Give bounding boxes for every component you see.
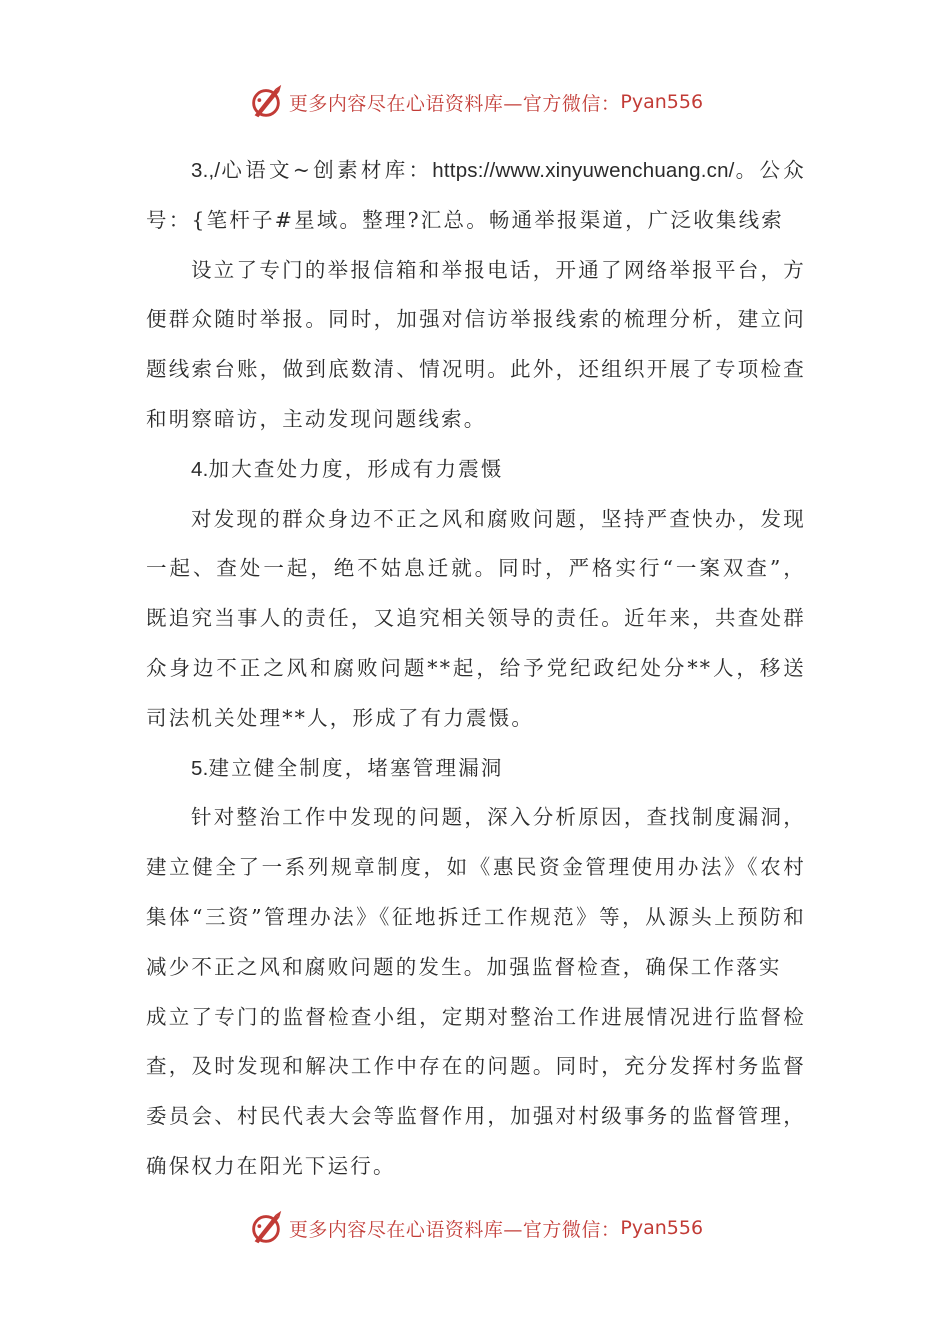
heading-4-text: 加大查处力度，形成有力震慑: [208, 456, 504, 481]
quill-logo-icon: [247, 83, 285, 121]
heading-5: [146, 744, 806, 794]
footer-banner-text: 更多内容尽在心语资料库—官方微信：: [288, 1218, 621, 1241]
quill-logo-icon: [247, 1209, 285, 1247]
paragraph-3: [146, 146, 806, 246]
p1-rest: 。公众号：{笔杆子#星域。整理?汇总。畅通举报渠道，广泛收集线索: [146, 158, 806, 232]
heading-5-number: 5.: [191, 756, 209, 780]
p1-mid: 心语文~创素材库：: [220, 158, 433, 182]
p1-url: https://www.xinyuwenchuang.cn/: [432, 159, 735, 182]
header-wechat-id: Pyan556: [620, 91, 704, 113]
paragraph-report-channels: 设立了专门的举报信箱和举报电话，开通了网络举报平台，方便群众随时举报。同时，加强对信访举报线索的梳理分析，建立问题线索台账，做到底数清、情况明。此外，还组织开展了专项检查和明察暗访，主动发现问题线索。: [146, 257, 806, 431]
heading-5-text: 建立健全制度，堵塞管理漏洞: [208, 755, 504, 780]
paragraph-supervision: 成立了专门的监督检查小组，定期对整治工作进展情况进行监督检查，及时发现和解决工作中存在的问题。同时，充分发挥村务监督委员会、村民代表大会等监督作用，加强对村级事务的监督管理，确保权力在阳光下运行。: [146, 1004, 806, 1178]
document-body: [146, 146, 806, 1192]
header-banner: [0, 82, 950, 122]
header-banner-text: 更多内容尽在心语资料库—官方微信：: [288, 92, 621, 115]
footer-wechat-id: Pyan556: [620, 1217, 704, 1239]
p1-prefix: 3.,/: [191, 159, 221, 182]
paragraph-investigation: 对发现的群众身边不正之风和腐败问题，坚持严查快办，发现一起、查处一起，绝不姑息迁就。同时，严格实行“一案双查”，既追究当事人的责任，又追究相关领导的责任。近年来，共查处群众身边不正之风和腐败问题**起，给予党纪政纪处分**人，移送司法机关处理**人，形成了有力震慑。: [146, 506, 806, 730]
paragraph-rules: 针对整治工作中发现的问题，深入分析原因，查找制度漏洞，建立健全了一系列规章制度，如《惠民资金管理使用办法》《农村集体“三资”管理办法》《征地拆迁工作规范》等，从源头上预防和减少不正之风和腐败问题的发生。加强监督检查，确保工作落实: [146, 805, 806, 979]
heading-4: [146, 445, 806, 495]
heading-4-number: 4.: [191, 457, 209, 481]
footer-banner: [0, 1208, 950, 1248]
